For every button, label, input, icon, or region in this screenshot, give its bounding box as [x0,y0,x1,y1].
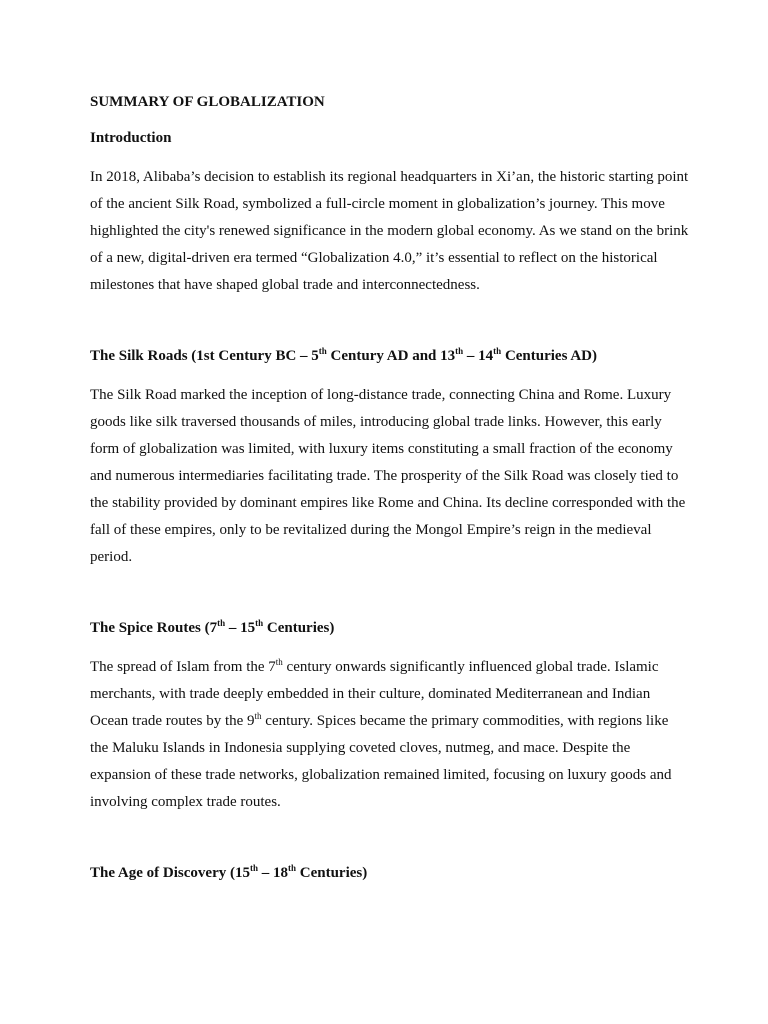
heading-text: The Age of Discovery (15 [90,865,250,881]
spice-routes-paragraph [90,654,690,816]
section-heading-silk-roads [90,346,690,366]
section-spacer [90,299,690,346]
heading-text: Centuries AD) [501,348,598,364]
heading-text: – 14 [463,348,494,364]
ordinal-suffix: th [318,346,327,356]
ordinal-suffix: th [493,346,502,356]
paragraph-text: century. Spices became the primary commodities, with regions like the Maluku Islands in Indonesia supplying coveted cloves, nutmeg, and mace. Despite the expansion of these trade networks, globalization remained limited, focusing on luxury goods and involving complex trade routes. [90,713,672,810]
ordinal-suffix: th [249,863,258,873]
silk-roads-paragraph: The Silk Road marked the inception of long-distance trade, connecting China and Rome. Luxury goods like silk traversed thousands of miles, introducing global trade links. However, this early form of globalization was limited, with luxury items constituting a small fraction of the economy and numerous intermediaries facilitating trade. The prosperity of the Silk Road was closely tied to the stability provided by dominant empires like Rome and China. Its decline corresponded with the fall of these empires, only to be revitalized during the Mongol Empire’s reign in the medieval period. [90,387,686,565]
heading-text: Centuries) [263,620,335,636]
heading-text: Centuries) [296,865,368,881]
heading-text: The Spice Routes (7 [90,620,218,636]
section-spacer [90,816,690,863]
section-spacer [90,571,690,618]
introduction-paragraph: In 2018, Alibaba’s decision to establish its regional headquarters in Xi’an, the historic starting point of the ancient Silk Road, symbolized a full-circle moment in globalization’s journey. This move highlighted the city's renewed significance in the modern global economy. As we stand on the brink of a new, digital-driven era termed “Globalization 4.0,” it’s essential to reflect on the historical milestones that have shaped global trade and interconnectedness. [90,169,689,293]
heading-text: – 15 [225,620,256,636]
ordinal-suffix: th [255,618,264,628]
paragraph-text: The spread of Islam from the 7 [90,659,276,675]
heading-text: – 18 [257,865,288,881]
section-heading-spice-routes [90,618,690,638]
paragraph-text: century onwards significantly influenced global trade. Islamic merchants, with trade deeply embedded in their culture, dominated Mediterranean and Indian Ocean trade routes by the 9 [90,659,659,729]
ordinal-suffix: th [217,618,226,628]
ordinal-suffix: th [455,346,464,356]
section-heading-introduction: Introduction [90,130,172,146]
section-heading-age-of-discovery [90,863,690,883]
ordinal-suffix: th [254,711,262,721]
document-page [90,92,690,899]
document-title: SUMMARY OF GLOBALIZATION [90,94,325,110]
heading-text: The Silk Roads (1st Century BC – 5 [90,348,319,364]
ordinal-suffix: th [287,863,296,873]
ordinal-suffix: th [275,657,283,667]
heading-text: Century AD and 13 [326,348,456,364]
